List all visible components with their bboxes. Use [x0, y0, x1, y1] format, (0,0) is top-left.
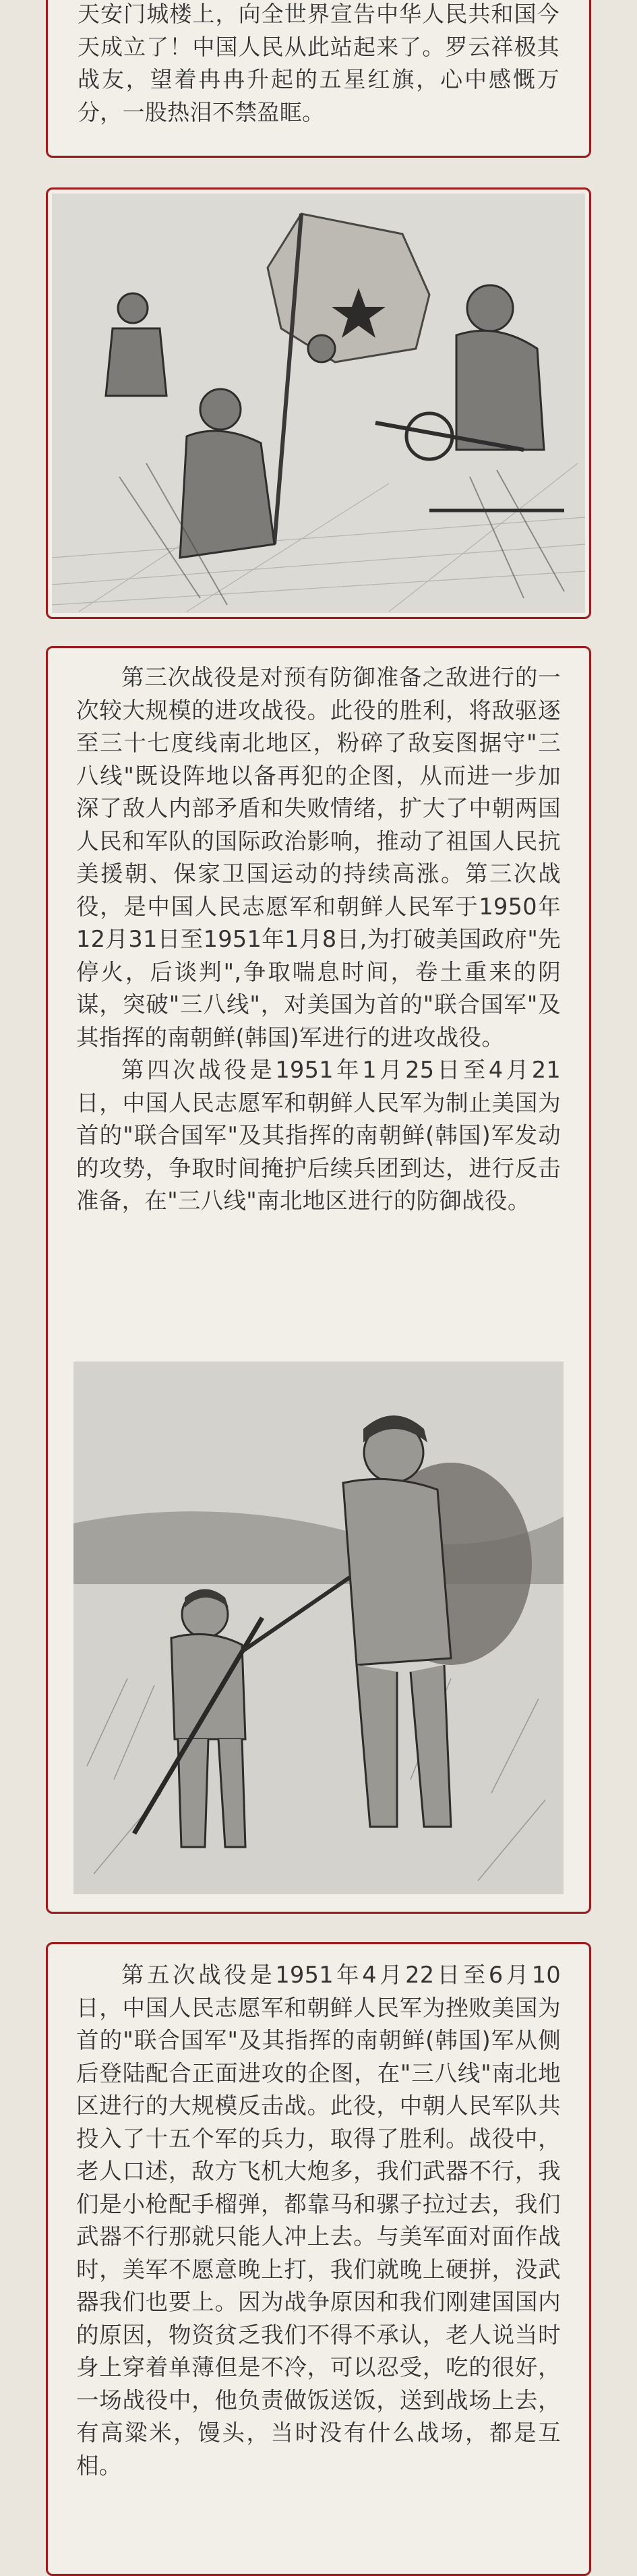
campaign5-card [46, 1942, 591, 2576]
campaign5-paragraph: 第五次战役是1951年4月22日至6月10日，中国人民志愿军和朝鲜人民军为挫败美国为首的"联合国军"及其指挥的南朝鲜(韩国)军从侧后登陆配合正面进攻的企图，在"三八线"南北地区进行的大规模反击战。此役，中朝人民军队共投入了十五个军的兵力，取得了胜利。战役中，老人口述，敌方飞机大炮多，我们武器不行，我们是小枪配手榴弹，都靠马和骡子拉过去，我们武器不行那就只能人冲上去。与美军面对面作战时，美军不愿意晚上打，我们就晚上硬拼，没武器我们也要上。因为战争原因和我们刚建国国内的原因，物资贫乏我们不得不承认，老人说当时身上穿着单薄但是不冷，可以忍受，吃的很好，一场战役中，他负责做饭送饭，送到战场上去，有高粱米，馒头，当时没有什么战场，都是互相。 [76, 1962, 561, 2479]
intro-card [46, 0, 591, 158]
battle-charge-sketch [52, 194, 585, 613]
campaign4-paragraph: 第四次战役是1951年1月25日至4月21日，中国人民志愿军和朝鲜人民军为制止美国为首的"联合国军"及其指挥的南朝鲜(韩国)军发动的攻势，争取时间掩护后续兵团到达，进行反击准备，在"三八线"南北地区进行的防御战役。 [76, 1057, 561, 1214]
campaigns-card [46, 646, 591, 1914]
campaign3-paragraph: 第三次战役是对预有防御准备之敌进行的一次较大规模的进攻战役。此役的胜利，将敌驱逐至三十七度线南北地区，粉碎了敌妄图据守"三八线"既设阵地以备再犯的企图，从而进一步加深了敌人内部矛盾和失败情绪，扩大了中朝两国人民和军队的国际政治影响，推动了祖国人民抗美援朝、保家卫国运动的持续高涨。第三次战役，是中国人民志愿军和朝鲜人民军于1950年12月31日至1951年1月8日,为打破美国政府"先停火，后谈判",争取喘息时间，卷土重来的阴谋，突破"三八线"，对美国为首的"联合国军"及其指挥的南朝鲜(韩国)军进行的进攻战役。 [76, 664, 561, 1051]
battle-sketch-card [46, 187, 591, 619]
intro-paragraph: 天安门城楼上，向全世界宣告中华人民共和国今天成立了！中国人民从此站起来了。罗云祥极其战友，望着冉冉升起的五星红旗，心中感慨万分，一股热泪不禁盈眶。 [78, 1, 559, 125]
soldiers-sketch [73, 1362, 564, 1894]
